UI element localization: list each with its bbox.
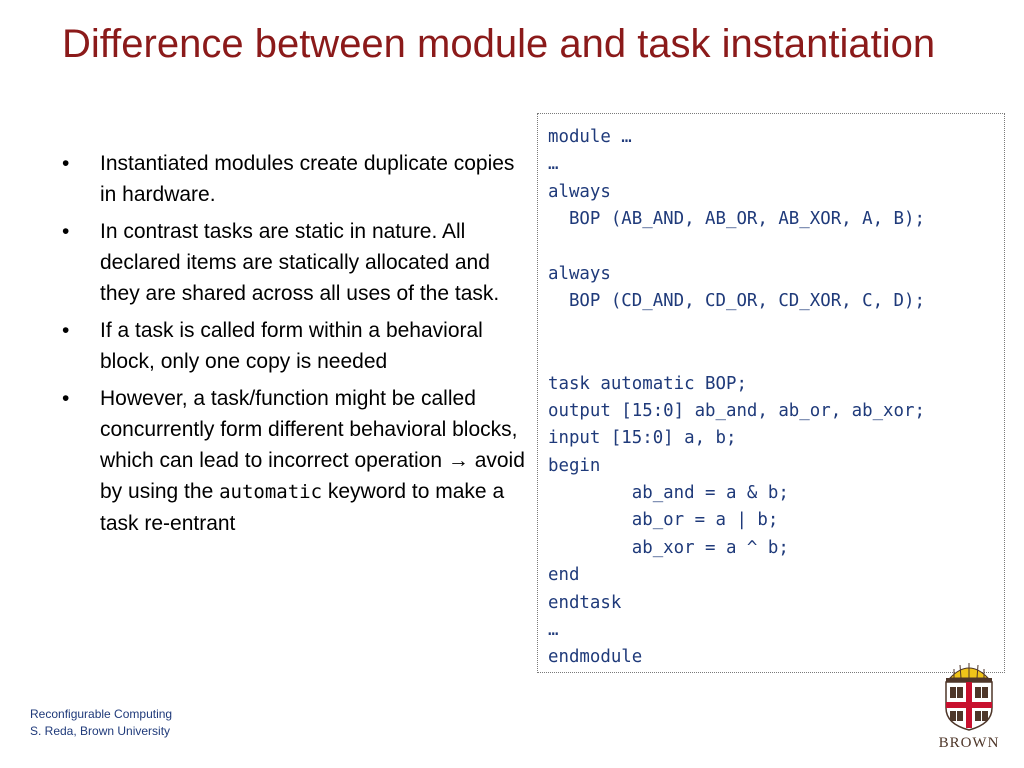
code-line: … — [548, 620, 559, 641]
code-line: BOP (AB_AND, AB_OR, AB_XOR, A, B); — [548, 209, 925, 230]
bullet-item — [62, 216, 530, 309]
code-line: task automatic BOP; — [548, 373, 747, 394]
bullet-text: Instantiated modules create duplicate copies in hardware. — [100, 152, 515, 206]
brown-shield-icon — [946, 663, 992, 730]
code-line: endtask — [548, 592, 622, 613]
code-line: module … — [548, 127, 632, 147]
bullet-text-before: However, a task/function might be called concurrently form different behavioral blocks, which can lead to incorrect operation → avoid by using the — [100, 387, 525, 503]
bullet-item — [62, 315, 530, 377]
code-line: ab_or = a | b; — [548, 510, 779, 531]
bullet-list — [62, 148, 530, 545]
brown-wordmark: BROWN — [938, 735, 1000, 751]
code-line: input [15:0] a, b; — [548, 428, 737, 449]
code-line: ab_xor = a ^ b; — [548, 537, 789, 558]
bullet-item — [62, 383, 530, 539]
code-line: always — [548, 181, 611, 202]
footer-course: Reconfigurable Computing — [30, 707, 173, 721]
code-line — [548, 343, 1004, 370]
code-line: BOP (CD_AND, CD_OR, CD_XOR, C, D); — [548, 291, 925, 312]
slide-footer — [30, 706, 172, 740]
code-line: always — [548, 263, 611, 284]
code-line — [548, 316, 1004, 343]
bullet-item — [62, 148, 530, 210]
brown-university-logo — [926, 656, 1012, 752]
bullet-marker: • — [62, 152, 70, 175]
bullet-marker: • — [62, 387, 70, 410]
code-listing-box — [537, 113, 1005, 673]
bullet-text: In contrast tasks are static in nature. All declared items are statically allocated and they are shared across all uses of the task. — [100, 220, 500, 305]
slide-title: Difference between module and task instantiation — [62, 22, 936, 66]
footer-author: S. Reda, Brown University — [30, 724, 171, 738]
code-line: … — [548, 154, 559, 175]
code-line: endmodule — [548, 647, 643, 668]
bullet-text-after: keyword to make a task re-entrant — [100, 480, 505, 535]
code-line: ab_and = a & b; — [548, 483, 789, 504]
bullet-marker: • — [62, 319, 70, 342]
inline-code-keyword: automatic — [219, 481, 323, 503]
code-line: output [15:0] ab_and, ab_or, ab_xor; — [548, 400, 925, 421]
bullet-marker: • — [62, 220, 70, 243]
code-line: begin — [548, 455, 601, 476]
bullet-text: If a task is called form within a behavioral block, only one copy is needed — [100, 319, 483, 373]
code-line — [548, 234, 1004, 261]
code-line: end — [548, 565, 580, 586]
